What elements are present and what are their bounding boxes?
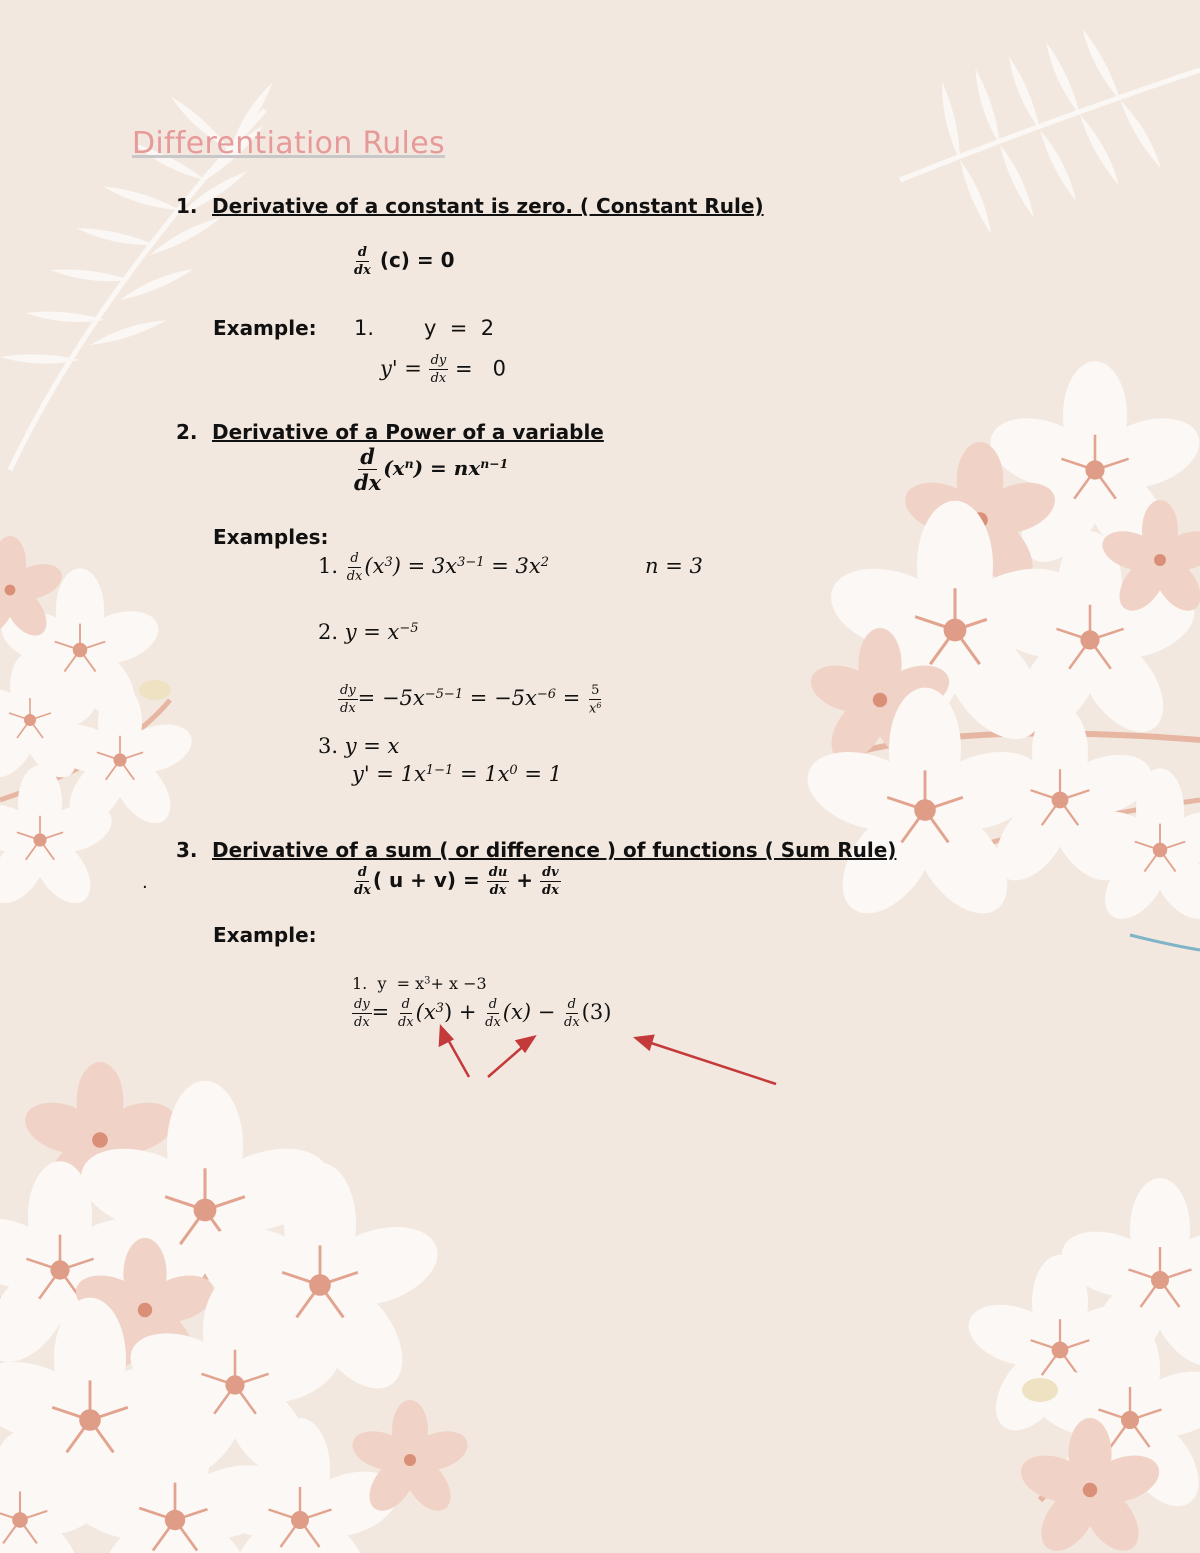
line2-numerator: dy <box>430 353 447 368</box>
example-3-end: = 1 <box>517 762 563 786</box>
example-1-exp2: 3−1 <box>457 554 485 570</box>
example-2-exp: −5 <box>399 620 419 636</box>
example-1-exp1: 3 <box>384 554 393 570</box>
line2-denominator: dx <box>430 371 447 386</box>
rule-3-number: 3. <box>176 838 198 862</box>
formula-numerator: d <box>360 444 375 469</box>
fern-right-decoration <box>900 27 1200 236</box>
rule-2-example-1-note: n = 3 <box>645 554 703 578</box>
formula-rest: (c) = 0 <box>379 248 455 272</box>
example-3-line2: y' = 1x <box>352 762 426 786</box>
rule-1-heading <box>176 194 764 218</box>
line2-rhs: = 0 <box>454 356 506 381</box>
rule-1-example-label: Example: <box>213 316 317 340</box>
rule-2-number: 2. <box>176 420 198 444</box>
rule-1-number: 1. <box>176 194 198 218</box>
deriv-frac2-numerator: 5 <box>591 683 600 698</box>
formula-frac2-denominator: dx <box>489 883 507 898</box>
rule-2-example-3 <box>318 734 399 758</box>
term1-base: (x <box>415 1000 436 1024</box>
rule-1-formula <box>352 246 455 277</box>
deriv-expr3: = <box>556 686 581 711</box>
rule-2-heading <box>176 420 604 444</box>
stray-mark: . <box>142 872 148 893</box>
formula-rhs-exp: n−1 <box>480 456 509 472</box>
rule-2-formula <box>352 446 508 493</box>
deriv-expr1: = −5x <box>357 686 425 711</box>
deriv-expr2: = −5x <box>463 686 537 711</box>
annotation-arrows <box>440 1027 776 1084</box>
formula-lhs-exp: n <box>404 456 414 472</box>
deriv-frac2-denominator: x <box>589 701 597 717</box>
term2-numerator: d <box>488 997 498 1012</box>
example-1-exp3: 2 <box>540 554 549 570</box>
formula-numerator: d <box>357 245 367 260</box>
formula-denominator: dx <box>354 883 371 898</box>
example-1-mid2: = 3x <box>484 554 541 578</box>
formula-plus: + <box>516 868 534 892</box>
line2-minus: − <box>537 1000 556 1024</box>
rule-2-example-1 <box>318 552 549 583</box>
deriv-exp1: −5−1 <box>424 687 464 703</box>
example-1-index: 1. <box>318 554 339 578</box>
term1-close: ) <box>443 1000 453 1024</box>
term1-numerator: d <box>401 997 410 1012</box>
rule-1-example-index: 1. <box>354 316 375 340</box>
example-3-exp1: 1−1 <box>425 762 454 778</box>
deriv-exp2: −6 <box>536 687 557 703</box>
line2-eq: = <box>371 1000 390 1024</box>
example-3-mid: = 1x <box>453 762 510 786</box>
line2-denominator: dx <box>354 1015 370 1030</box>
line2-numerator: dy <box>354 997 370 1012</box>
deriv-frac2-exp: 6 <box>596 701 602 710</box>
example-1-mid: ) = 3x <box>392 554 458 578</box>
rule-2-label: Derivative of a Power of a variable <box>212 420 604 444</box>
term3-body: (3) <box>581 1000 612 1024</box>
line2-plus: + <box>458 1000 477 1024</box>
line1-text: 1. y = x <box>352 974 425 993</box>
formula-denominator: dx <box>354 263 371 278</box>
term1-exp: 3 <box>435 1000 444 1016</box>
rule-2-example-3-line2 <box>352 762 562 786</box>
formula-frac3-denominator: dx <box>542 883 559 898</box>
formula-eq: = nx <box>423 456 481 480</box>
example-3-index: 3. <box>318 734 339 758</box>
line1-exp: 3 <box>424 975 431 987</box>
deriv-numerator: dy <box>340 683 356 699</box>
example-3-expr: y = x <box>344 734 400 758</box>
deriv-denominator: dx <box>340 701 356 717</box>
term2-denominator: dx <box>485 1015 501 1030</box>
blossom-cluster-bottom-right <box>961 1178 1200 1553</box>
term3-numerator: d <box>567 997 576 1012</box>
blossom-cluster-left <box>0 536 198 913</box>
example-2-index: 2. <box>318 620 339 644</box>
example-1-denominator: dx <box>346 569 363 584</box>
rule-3-formula <box>352 866 561 897</box>
example-2-expr: y = x <box>344 620 400 644</box>
formula-numerator: d <box>357 865 367 880</box>
rule-2-example-2 <box>318 620 419 644</box>
rule-3-heading <box>176 838 896 862</box>
rule-2-example-2-derivative <box>338 684 604 715</box>
line2-lhs: y' = <box>380 356 422 381</box>
blossom-cluster-bottom-left <box>0 1062 473 1553</box>
example-1-base: (x <box>364 554 385 578</box>
rule-3-example-line1 <box>352 974 487 993</box>
rule-3-label: Derivative of a sum ( or difference ) of functions ( Sum Rule) <box>212 838 897 862</box>
rule-1-example-line1: y = 2 <box>424 316 495 340</box>
rule-2-example-label: Examples: <box>213 525 329 549</box>
formula-denominator: dx <box>354 470 382 495</box>
rule-1-label: Derivative of a constant is zero. ( Constant Rule) <box>212 194 764 218</box>
line1-rest: + x −3 <box>430 974 487 993</box>
rule-3-example-label: Example: <box>213 923 317 947</box>
rule-3-example-line2 <box>352 998 611 1029</box>
formula-frac3-numerator: dv <box>542 865 559 880</box>
formula-frac2-numerator: du <box>488 865 508 880</box>
formula-mid: ( u + v) = <box>372 868 480 892</box>
term1-denominator: dx <box>397 1015 414 1030</box>
page-title: Differentiation Rules <box>132 126 445 161</box>
example-3-exp2: 0 <box>509 762 518 778</box>
formula-lhs-base: (x <box>383 456 405 480</box>
formula-lhs-close: ) <box>413 456 424 480</box>
example-1-numerator: d <box>350 551 359 566</box>
rule-1-example-line2 <box>380 354 506 385</box>
term2-body: (x) <box>502 1000 532 1024</box>
term3-denominator: dx <box>564 1015 580 1030</box>
